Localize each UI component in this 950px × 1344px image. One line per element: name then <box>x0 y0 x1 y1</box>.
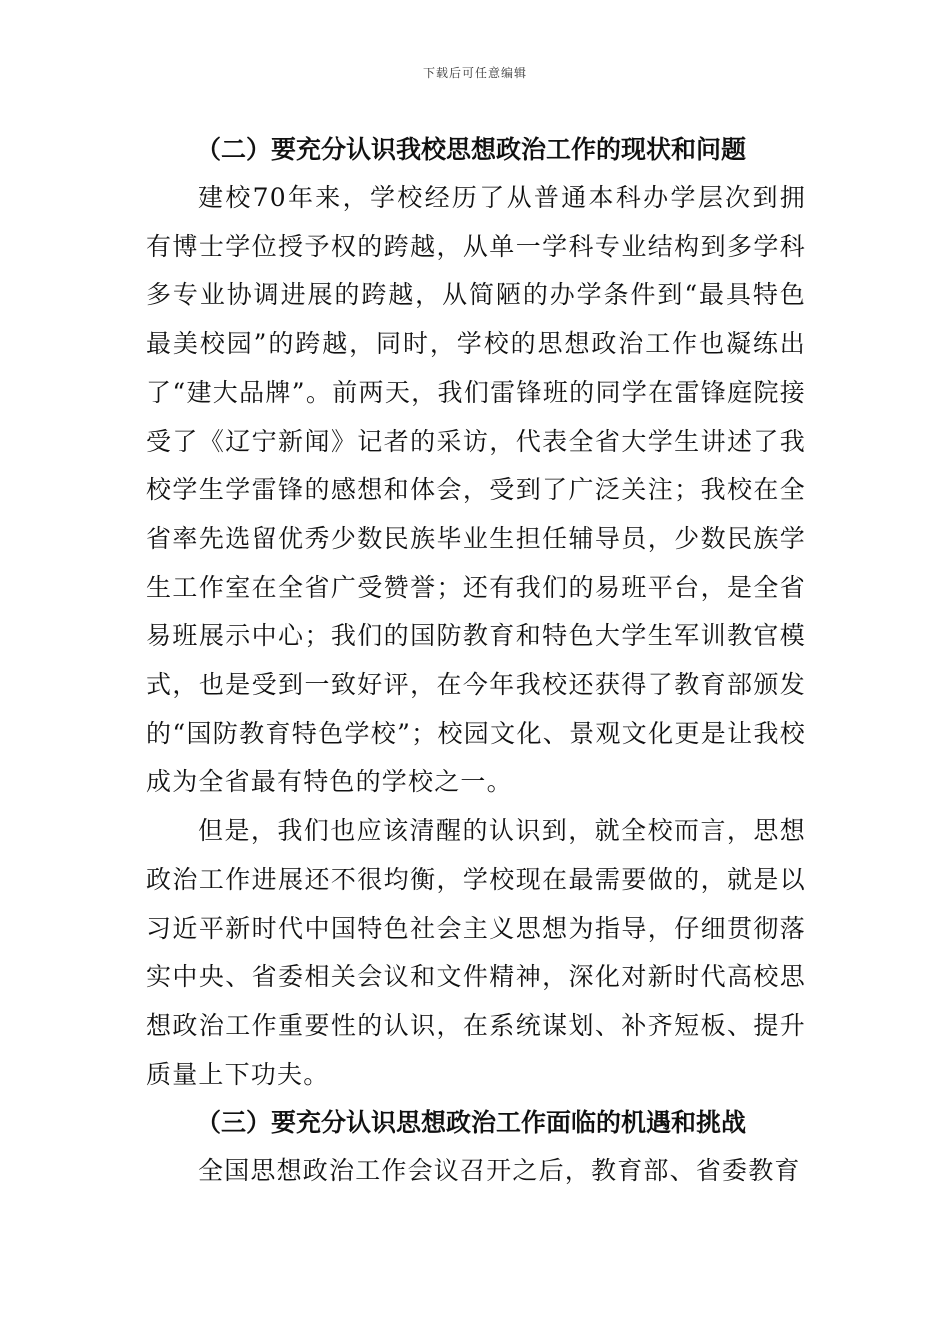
paragraph: 但是，我们也应该清醒的认识到，就全校而言，思想政治工作进展还不很均衡，学校现在最需要做的，就是以习近平新时代中国特色社会主义思想为指导，仔细贯彻落实中央、省委相关会议和文件精神，深化对新时代高校思想政治工作重要性的认识，在系统谋划、补齐短板、提升质量上下功夫。 <box>146 816 806 1089</box>
paragraph: 全国思想政治工作会议召开之后，教育部、省委教育 <box>198 1156 801 1186</box>
document-body <box>146 126 806 1196</box>
section-heading-3: （三）要充分认识思想政治工作面临的机遇和挑战 <box>196 1108 747 1138</box>
page-header-note: 下载后可任意编辑 <box>422 66 527 80</box>
section-heading-2: （二）要充分认识我校思想政治工作的现状和问题 <box>196 135 747 164</box>
paragraph: 建校70年来，学校经历了从普通本科办学层次到拥有博士学位授予权的跨越，从单一学科专业结构到多学科多专业协调进展的跨越，从简陋的办学条件到“最具特色最美校园”的跨越，同时，学校的思想政治工作也凝练出了“建大品牌”。前两天，我们雷锋班的同学在雷锋庭院接受了《辽宁新闻》记者的采访，代表全省大学生讲述了我校学生学雷锋的感想和体会，受到了广泛关注；我校在全省率先选留优秀少数民族毕业生担任辅导员，少数民族学生工作室在全省广受赞誉；还有我们的易班平台，是全省易班展示中心；我们的国防教育和特色大学生军训教官模式，也是受到一致好评，在今年我校还获得了教育部颁发的“国防教育特色学校”；校园文化、景观文化更是让我校成为全省最有特色的学校之一。 <box>146 183 806 797</box>
